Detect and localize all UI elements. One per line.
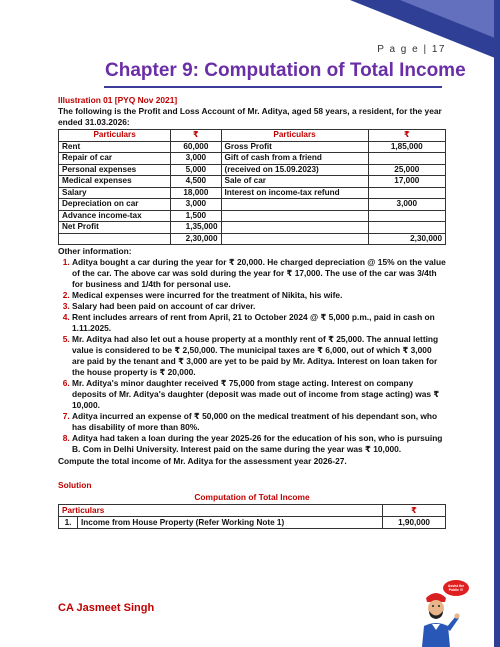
table-row: [59, 164, 446, 176]
table-cell: 3,000: [368, 199, 445, 211]
compute-instruction: Compute the total income of Mr. Aditya for the assessment year 2026-27.: [58, 456, 347, 466]
table-cell: [368, 153, 445, 165]
svg-text:Assist the: Assist the: [447, 584, 465, 588]
table-cell: 5,000: [171, 164, 221, 176]
table-cell: [221, 222, 368, 234]
list-item: 4. Rent includes arrears of rent from April, 21 to October 2024 @ ₹ 5,000 p.m., paid in cash on 1.11.2025.: [72, 312, 446, 334]
table-cell: 3,000: [171, 153, 221, 165]
table-row: [59, 176, 446, 188]
table-cell: 1,90,000: [383, 517, 446, 529]
row-number: 1.: [59, 517, 78, 529]
illustration-heading: Illustration 01 [PYQ Nov 2021]: [58, 95, 178, 105]
table-cell: Rent: [59, 141, 171, 153]
table-cell: [368, 210, 445, 222]
list-item: 5. Mr. Aditya had also let out a house property at a monthly rent of ₹ 25,000. The annual letting value is considered to be ₹ 2,50,000. The municipal taxes are ₹ 6,000, out of which ₹ 3,000 are paid by the tenant and ₹ 3,000 are yet to be paid by Mr. Aditya. Interest on loan taken for the house property is ₹ 20,000.: [72, 334, 446, 378]
solution-heading: Solution: [58, 480, 92, 490]
table-cell: [221, 233, 368, 245]
col-header: ₹: [368, 130, 445, 142]
table-cell: Depreciation on car: [59, 199, 171, 211]
table-cell: Interest on income-tax refund: [221, 187, 368, 199]
list-item: 3. Salary had been paid on account of car driver.: [72, 301, 446, 312]
page-number: P a g e | 17: [377, 44, 446, 55]
table-cell: [59, 233, 171, 245]
table-cell: 1,85,000: [368, 141, 445, 153]
col-header: Particulars: [59, 505, 383, 517]
table-cell: Gross Profit: [221, 141, 368, 153]
table-cell: 1,500: [171, 210, 221, 222]
chapter-title: Chapter 9: Computation of Total Income: [105, 60, 466, 81]
table-header-row: [59, 505, 446, 517]
table-row: [59, 153, 446, 165]
profit-loss-table: [58, 129, 446, 245]
list-item: 1. Aditya bought a car during the year for ₹ 20,000. He charged depreciation @ 15% on the value of the car. The above car was sold during the year for ₹ 17,000. The use of the car was 3/4th for business and 1/4th for personal use.: [72, 257, 446, 290]
table-cell: Medical expenses: [59, 176, 171, 188]
table-cell: 3,000: [171, 199, 221, 211]
table-cell: [368, 222, 445, 234]
other-info-list: [58, 257, 446, 455]
col-header: Particulars: [59, 130, 171, 142]
solution-table: [58, 504, 446, 529]
table-cell: 2,30,000: [171, 233, 221, 245]
table-cell: Sale of car: [221, 176, 368, 188]
table-cell: [368, 187, 445, 199]
table-cell: 17,000: [368, 176, 445, 188]
table-row: [59, 210, 446, 222]
col-header: ₹: [171, 130, 221, 142]
svg-text:Public !!!: Public !!!: [448, 588, 464, 592]
col-header: Particulars: [221, 130, 368, 142]
table-cell: (received on 15.09.2023): [221, 164, 368, 176]
table-cell: 1,35,000: [171, 222, 221, 234]
table-row: [59, 187, 446, 199]
table-cell: [221, 199, 368, 211]
table-cell: [221, 210, 368, 222]
table-cell: 4,500: [171, 176, 221, 188]
title-underline: [104, 86, 442, 88]
table-cell: Advance income-tax: [59, 210, 171, 222]
table-cell: 18,000: [171, 187, 221, 199]
table-cell: 2,30,000: [368, 233, 445, 245]
corner-decoration-light: [400, 0, 500, 40]
list-item: 8. Aditya had taken a loan during the year 2025-26 for the education of his son, who is pursuing B. Com in Delhi University. Interest paid on the same during the year was ₹ 10,000.: [72, 433, 446, 455]
table-cell: Repair of car: [59, 153, 171, 165]
other-info-heading: Other information:: [58, 246, 132, 256]
list-item: 7. Aditya incurred an expense of ₹ 50,000 on the medical treatment of his dependant son, who has disability of more than 80%.: [72, 411, 446, 433]
solution-caption: Computation of Total Income: [194, 492, 310, 502]
table-cell: Salary: [59, 187, 171, 199]
table-header-row: [59, 130, 446, 142]
illustration-intro: The following is the Profit and Loss Account of Mr. Aditya, aged 58 years, a resident, for the year ended 31.03.2026:: [58, 106, 442, 127]
col-header: ₹: [383, 505, 446, 517]
mascot-illustration: [410, 578, 470, 647]
list-item: 6. Mr. Aditya's minor daughter received ₹ 75,000 from stage acting. Interest on company deposits of Mr. Aditya's daughter (deposit was made out of income from stage acting) was ₹ 10,000.: [72, 378, 446, 411]
table-cell: 25,000: [368, 164, 445, 176]
table-cell: Net Profit: [59, 222, 171, 234]
main-content: [58, 95, 446, 529]
table-row: [59, 222, 446, 234]
table-row: [59, 141, 446, 153]
list-item: 2. Medical expenses were incurred for the treatment of Nikita, his wife.: [72, 290, 446, 301]
table-cell: Gift of cash from a friend: [221, 153, 368, 165]
table-row: [59, 517, 446, 529]
side-border: [494, 0, 500, 647]
author-name: CA Jasmeet Singh: [58, 602, 155, 614]
table-cell: 60,000: [171, 141, 221, 153]
table-total-row: [59, 233, 446, 245]
table-row: [59, 199, 446, 211]
table-cell: Income from House Property (Refer Working Note 1): [78, 517, 383, 529]
table-cell: Personal expenses: [59, 164, 171, 176]
